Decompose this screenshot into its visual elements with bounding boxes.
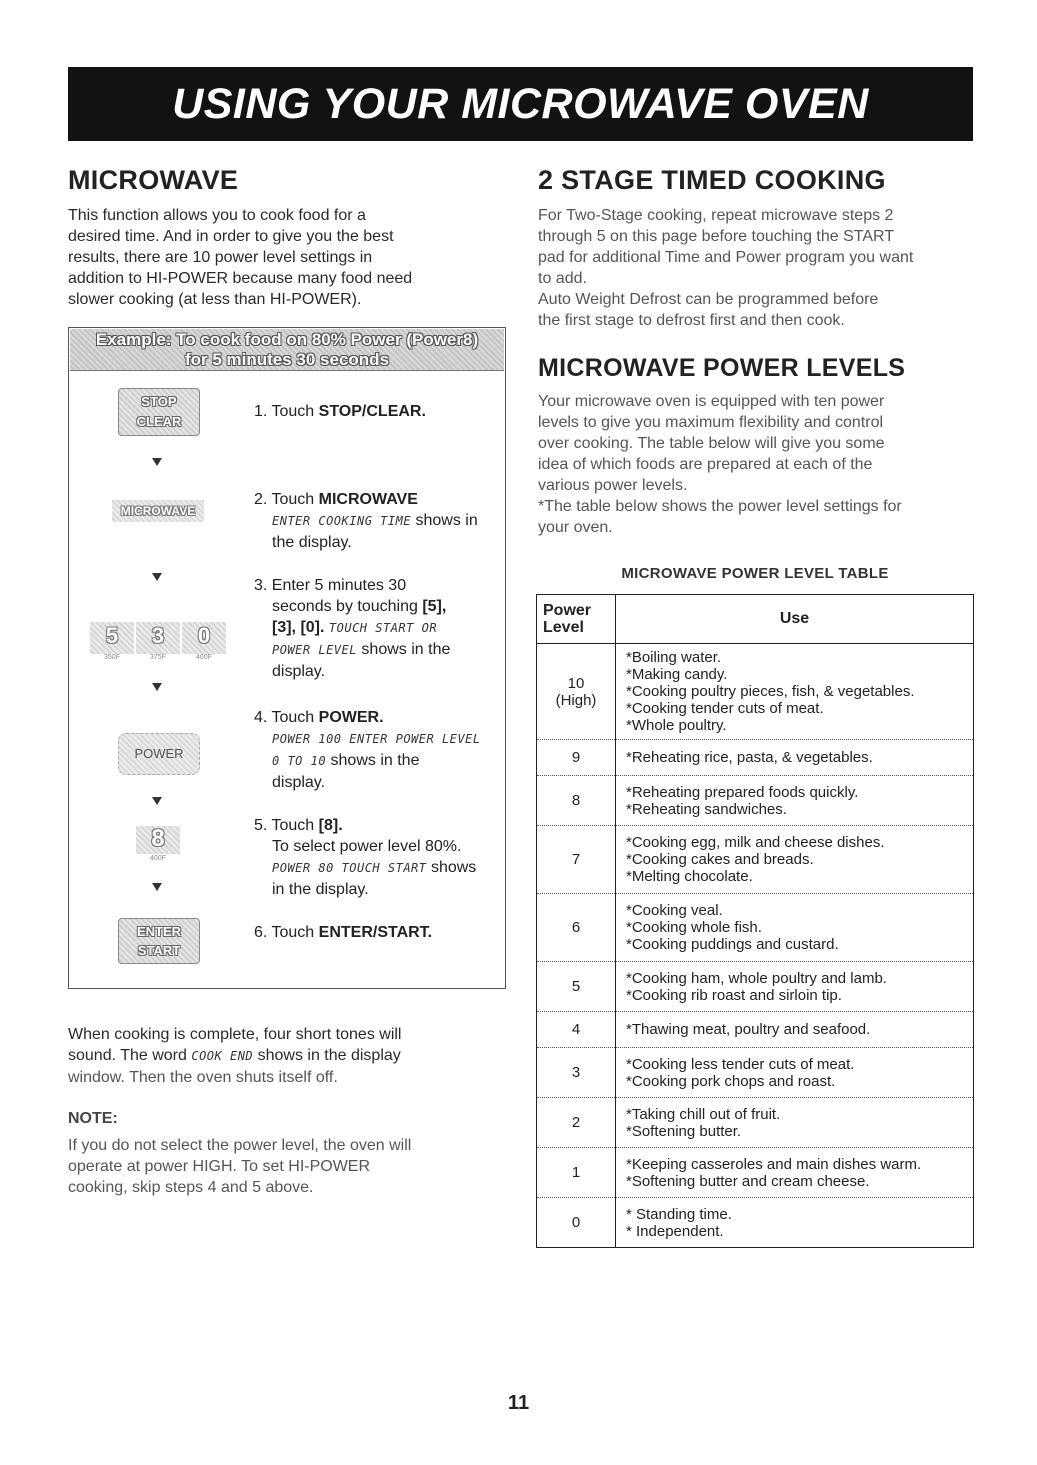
use-item: * Independent.	[626, 1222, 724, 1240]
enter-start-key[interactable]	[118, 918, 200, 964]
display-text: TOUCH START OR	[328, 621, 438, 635]
intro-line: This function allows you to cook food for a	[68, 207, 366, 224]
down-arrow-icon	[152, 683, 162, 691]
down-arrow-icon	[152, 573, 162, 581]
use-item: *Taking chill out of fruit.	[626, 1105, 781, 1123]
power-level-cell	[537, 1148, 616, 1198]
use-cell	[616, 1098, 974, 1148]
use-cell	[616, 644, 974, 740]
down-arrow-icon	[152, 883, 162, 891]
power-level-cell	[537, 740, 616, 776]
number-0-key[interactable]: 0	[182, 622, 226, 654]
use-cell	[616, 1198, 974, 1248]
step-text: shows in the	[356, 641, 451, 658]
power-level-cell	[537, 962, 616, 1012]
use-item: *Reheating rice, pasta, & vegetables.	[626, 749, 873, 766]
step-text: To select power level 80%.	[272, 838, 462, 855]
use-item: *Cooking pork chops and roast.	[626, 1072, 836, 1090]
step-text: 2. Touch	[254, 491, 319, 508]
number-8-key[interactable]: 8	[136, 826, 180, 854]
power-level-cell	[537, 1098, 616, 1148]
step-text: shows in	[411, 512, 478, 529]
power-levels-line: *The table below shows the power level settings for	[538, 498, 902, 515]
table-row	[537, 1198, 974, 1248]
power-level-cell	[537, 1012, 616, 1048]
table-row	[537, 776, 974, 826]
stop-clear-key[interactable]	[118, 388, 200, 436]
power-level-value: 10	[567, 674, 585, 692]
use-item: *Boiling water.	[626, 649, 722, 666]
table-row	[537, 1048, 974, 1098]
step-keyword: STOP/CLEAR.	[318, 403, 426, 420]
use-cell	[616, 826, 974, 894]
intro-line: desired time. And in order to give you the best	[68, 228, 394, 245]
key-sublabel: 375F	[150, 654, 166, 661]
intro-line: slower cooking (at less than HI-POWER).	[68, 291, 362, 308]
use-item: *Cooking ham, whole poultry and lamb.	[626, 969, 887, 987]
completion-paragraph	[68, 1024, 508, 1088]
use-item: *Keeping casseroles and main dishes warm.	[626, 1155, 922, 1173]
power-levels-title: MICROWAVE POWER LEVELS	[538, 354, 906, 382]
use-item: * Standing time.	[626, 1205, 732, 1223]
use-item: *Making candy.	[626, 666, 728, 683]
step-keyword: MICROWAVE	[318, 491, 418, 508]
display-text: ENTER COOKING TIME	[272, 514, 412, 528]
power-levels-line: various power levels.	[538, 477, 688, 494]
power-level-value: 7	[571, 851, 581, 868]
power-level-header	[537, 595, 616, 644]
completion-text: sound. The word	[68, 1047, 192, 1064]
step-text: 4. Touch	[254, 709, 319, 726]
table-row	[537, 1012, 974, 1048]
power-levels-line: levels to give you maximum flexibility and control	[538, 414, 884, 431]
key-label: STOP	[141, 394, 177, 409]
use-item: *Cooking tender cuts of meat.	[626, 700, 824, 717]
key-label: CLEAR	[136, 414, 182, 429]
use-cell	[616, 894, 974, 962]
note-label: NOTE:	[68, 1110, 118, 1127]
intro-line: results, there are 10 power level settings in	[68, 249, 373, 266]
note-line: If you do not select the power level, the oven will	[68, 1137, 412, 1154]
power-level-value: 1	[571, 1164, 581, 1181]
power-level-value: 9	[571, 749, 581, 766]
step-text: in the display.	[272, 881, 369, 898]
power-level-cell	[537, 894, 616, 962]
step-text: 6. Touch	[254, 924, 319, 941]
two-stage-line: pad for additional Time and Power program you want	[538, 249, 914, 266]
power-level-cell	[537, 776, 616, 826]
two-stage-line: Auto Weight Defrost can be programmed before	[538, 291, 879, 308]
microwave-intro	[68, 205, 498, 310]
number-3-key[interactable]: 3	[136, 622, 180, 654]
completion-line: window. Then the oven shuts itself off.	[68, 1069, 338, 1086]
use-item: *Cooking cakes and breads.	[626, 851, 814, 868]
use-cell	[616, 776, 974, 826]
use-item: *Softening butter.	[626, 1122, 742, 1140]
power-levels-line: your oven.	[538, 519, 613, 536]
step-text: display.	[272, 663, 326, 680]
key-sublabel: 350F	[104, 654, 120, 661]
table-row	[537, 894, 974, 962]
completion-line: When cooking is complete, four short tones will	[68, 1026, 402, 1043]
display-text: POWER 100 ENTER POWER LEVEL	[272, 732, 481, 746]
power-level-cell	[537, 644, 616, 740]
use-item: *Cooking whole fish.	[626, 919, 762, 936]
power-level-note: (High)	[555, 691, 597, 709]
example-heading	[70, 329, 504, 371]
completion-text: shows in the display	[253, 1047, 401, 1064]
power-level-value: 6	[571, 919, 581, 936]
two-stage-line: through 5 on this page before touching the START	[538, 228, 895, 245]
use-item: *Cooking veal.	[626, 902, 723, 919]
power-levels-line: idea of which foods are prepared at each of the	[538, 456, 873, 473]
step-2	[254, 489, 494, 553]
use-item: *Cooking egg, milk and cheese dishes.	[626, 834, 885, 851]
use-item: *Thawing meat, poultry and seafood.	[626, 1021, 871, 1038]
page-number: 11	[507, 1392, 530, 1414]
intro-line: addition to HI-POWER because many food need	[68, 270, 413, 287]
example-heading-line: Example: To cook food on 80% Power (Power8)	[95, 330, 479, 349]
power-level-cell	[537, 1198, 616, 1248]
example-heading-line: for 5 minutes 30 seconds	[184, 350, 390, 369]
table-row	[537, 644, 974, 740]
step-1	[254, 401, 426, 422]
microwave-key[interactable]: MICROWAVE	[112, 500, 204, 522]
note-line: operate at power HIGH. To set HI-POWER	[68, 1158, 371, 1175]
power-level-value: 3	[571, 1064, 581, 1081]
down-arrow-icon	[152, 797, 162, 805]
note-line: cooking, skip steps 4 and 5 above.	[68, 1179, 314, 1196]
key-label: ENTER	[136, 924, 182, 939]
step-text: the display.	[272, 534, 352, 551]
power-level-value: 0	[571, 1214, 581, 1231]
step-text: seconds by touching	[272, 598, 423, 615]
power-level-value: 2	[571, 1114, 581, 1131]
step-6	[254, 922, 432, 943]
two-stage-paragraph	[538, 205, 978, 331]
header-text: Power	[543, 602, 592, 619]
table-row	[537, 740, 974, 776]
table-row	[537, 962, 974, 1012]
display-text: POWER LEVEL	[272, 643, 357, 657]
step-text: display.	[272, 774, 326, 791]
use-item: *Melting chocolate.	[626, 868, 753, 885]
step-3	[254, 575, 494, 682]
step-keyword: [3], [0].	[272, 619, 325, 636]
step-keyword: POWER.	[318, 709, 384, 726]
power-level-cell	[537, 1048, 616, 1098]
display-text: 0 TO 10	[272, 754, 327, 768]
use-item: *Reheating prepared foods quickly.	[626, 783, 859, 801]
page-banner: USING YOUR MICROWAVE OVEN	[68, 67, 973, 141]
step-4	[254, 707, 499, 793]
power-table-caption: MICROWAVE POWER LEVEL TABLE	[621, 565, 889, 582]
step-5	[254, 815, 499, 900]
power-level-value: 4	[571, 1021, 581, 1038]
step-text: shows	[426, 859, 477, 876]
use-item: *Cooking poultry pieces, fish, & vegetables.	[626, 683, 915, 700]
two-stage-line: For Two-Stage cooking, repeat microwave steps 2	[538, 207, 894, 224]
key-label: START	[137, 943, 181, 958]
use-item: *Cooking rib roast and sirloin tip.	[626, 986, 842, 1004]
step-text: 5. Touch	[254, 817, 319, 834]
power-levels-paragraph	[538, 391, 978, 538]
table-row	[537, 1098, 974, 1148]
use-cell	[616, 962, 974, 1012]
use-item: *Softening butter and cream cheese.	[626, 1172, 870, 1190]
down-arrow-icon	[152, 458, 162, 466]
number-5-key[interactable]: 5	[90, 622, 134, 654]
note-paragraph	[68, 1135, 508, 1198]
step-keyword: [5],	[422, 598, 447, 615]
step-text: 3. Enter 5 minutes 30	[254, 577, 407, 594]
power-levels-line: over cooking. The table below will give you some	[538, 435, 885, 452]
table-row	[537, 826, 974, 894]
display-text: POWER 80 TOUCH START	[272, 861, 427, 875]
power-level-value: 5	[571, 978, 581, 995]
use-item: *Reheating sandwiches.	[626, 800, 787, 818]
use-header: Use	[616, 595, 974, 644]
use-cell	[616, 1148, 974, 1198]
step-keyword: [8].	[318, 817, 343, 834]
use-cell	[616, 1012, 974, 1048]
header-text: Level	[543, 619, 584, 636]
use-item: *Cooking puddings and custard.	[626, 936, 839, 953]
power-level-table	[536, 594, 974, 1248]
use-item: *Cooking less tender cuts of meat.	[626, 1055, 855, 1073]
step-text: shows in the	[326, 752, 420, 769]
two-stage-title: 2 STAGE TIMED COOKING	[538, 165, 886, 195]
display-text: COOK END	[191, 1049, 254, 1063]
power-key[interactable]: POWER	[118, 733, 200, 775]
step-keyword: ENTER/START.	[318, 924, 433, 941]
table-header-row	[537, 595, 974, 644]
step-text: 1. Touch	[254, 403, 319, 420]
use-item: *Whole poultry.	[626, 717, 727, 734]
power-levels-line: Your microwave oven is equipped with ten power	[538, 393, 885, 410]
two-stage-line: to add.	[538, 270, 587, 287]
microwave-title: MICROWAVE	[68, 165, 239, 195]
power-level-value: 8	[571, 792, 581, 809]
key-sublabel: 400F	[150, 855, 166, 862]
two-stage-line: the first stage to defrost first and then cook.	[538, 312, 845, 329]
table-row	[537, 1148, 974, 1198]
power-level-cell	[537, 826, 616, 894]
use-cell	[616, 1048, 974, 1098]
key-sublabel: 400F	[196, 654, 212, 661]
use-cell	[616, 740, 974, 776]
